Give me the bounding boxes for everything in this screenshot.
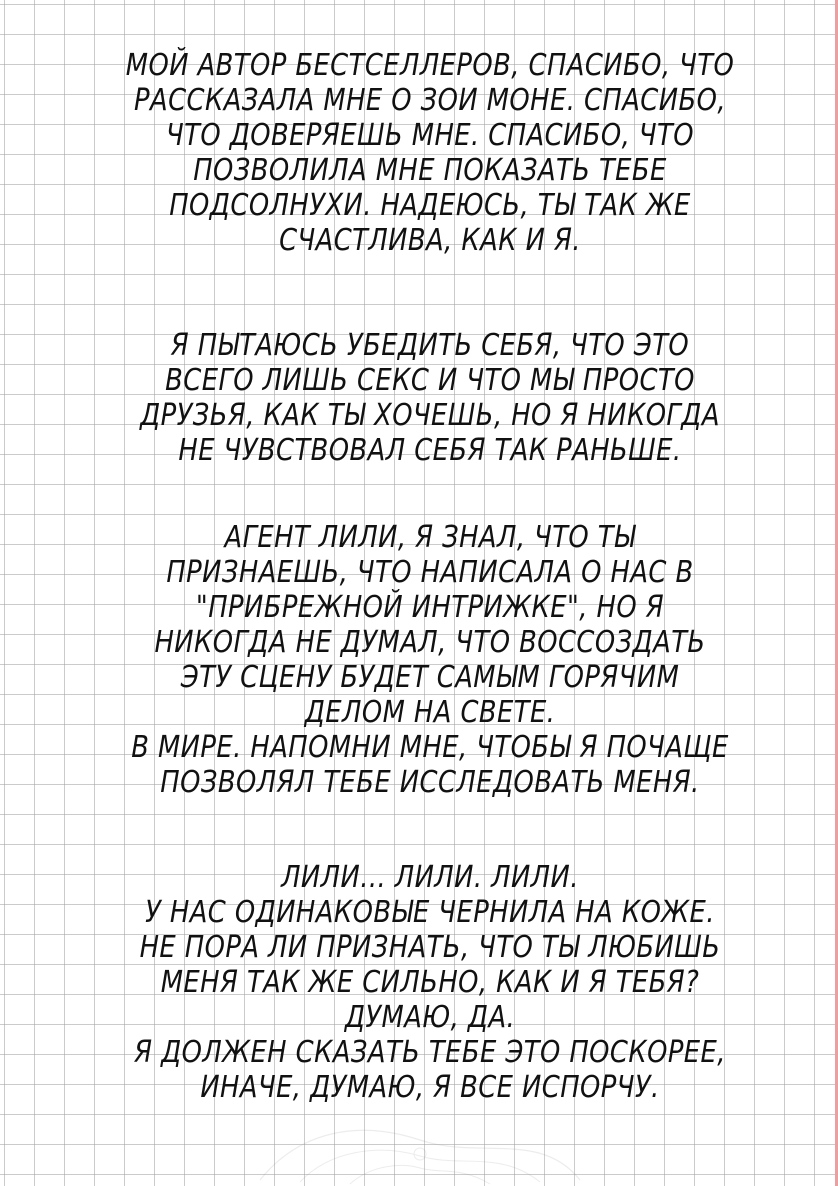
note-line: НЕ ЧУВСТВОВАЛ СЕБЯ ТАК РАНЬШЕ.: [178, 433, 682, 468]
note-line: ПРИЗНАЕШЬ, ЧТО НАПИСАЛА О НАС В: [166, 555, 694, 590]
note-line: У НАС ОДИНАКОВЫЕ ЧЕРНИЛА НА КОЖЕ.: [145, 895, 715, 930]
note-line: МЕНЯ ТАК ЖЕ СИЛЬНО, КАК И Я ТЕБЯ?: [160, 965, 700, 1000]
note-line: ПОЗВОЛЯЛ ТЕБЕ ИССЛЕДОВАТЬ МЕНЯ.: [160, 765, 700, 800]
note-line: АГЕНТ ЛИЛИ, Я ЗНАЛ, ЧТО ТЫ: [224, 520, 636, 555]
note-line: НИКОГДА НЕ ДУМАЛ, ЧТО ВОССОЗДАТЬ: [154, 625, 706, 660]
note-block-friends: [60, 328, 800, 468]
note-line: ВСЕГО ЛИШЬ СЕКС И ЧТО МЫ ПРОСТО: [165, 363, 695, 398]
note-line: НЕ ПОРА ЛИ ПРИЗНАТЬ, ЧТО ТЫ ЛЮБИШЬ: [139, 930, 721, 965]
note-line: ДЕЛОМ НА СВЕТЕ.: [304, 695, 556, 730]
note-block-lily-ink: [60, 860, 800, 1105]
note-line: ПОЗВОЛИЛА МНЕ ПОКАЗАТЬ ТЕБЕ: [193, 153, 667, 188]
note-line: В МИРЕ. НАПОМНИ МНЕ, ЧТОБЫ Я ПОЧАЩЕ: [131, 730, 729, 765]
note-line: ДРУЗЬЯ, КАК ТЫ ХОЧЕШЬ, НО Я НИКОГДА: [140, 398, 720, 433]
note-line: МОЙ АВТОР БЕСТСЕЛЛЕРОВ, СПАСИБО, ЧТО: [125, 48, 735, 83]
note-block-sunflowers: [60, 48, 800, 258]
note-line: СЧАСТЛИВА, КАК И Я.: [279, 223, 581, 258]
note-block-agent-lily: [60, 520, 800, 800]
note-line: ЧТО ДОВЕРЯЕШЬ МНЕ. СПАСИБО, ЧТО: [166, 118, 694, 153]
note-line: ЛИЛИ... ЛИЛИ. ЛИЛИ.: [281, 860, 579, 895]
note-line: Я ДОЛЖЕН СКАЗАТЬ ТЕБЕ ЭТО ПОСКОРЕЕ,: [134, 1035, 726, 1070]
note-line: ДУМАЮ, ДА.: [344, 1000, 516, 1035]
note-line: ИНАЧЕ, ДУМАЮ, Я ВСЕ ИСПОРЧУ.: [200, 1070, 660, 1105]
note-line: РАССКАЗАЛА МНЕ О ЗОИ МОНЕ. СПАСИБО,: [134, 83, 726, 118]
note-line: ЭТУ СЦЕНУ БУДЕТ САМЫМ ГОРЯЧИМ: [180, 660, 680, 695]
note-line: ПОДСОЛНУХИ. НАДЕЮСЬ, ТЫ ТАК ЖЕ: [169, 188, 691, 223]
note-line: "ПРИБРЕЖНОЙ ИНТРИЖКЕ", НО Я: [195, 590, 665, 625]
watermark-sketch: [240, 1110, 600, 1186]
note-line: Я ПЫТАЮСЬ УБЕДИТЬ СЕБЯ, ЧТО ЭТО: [170, 328, 690, 363]
